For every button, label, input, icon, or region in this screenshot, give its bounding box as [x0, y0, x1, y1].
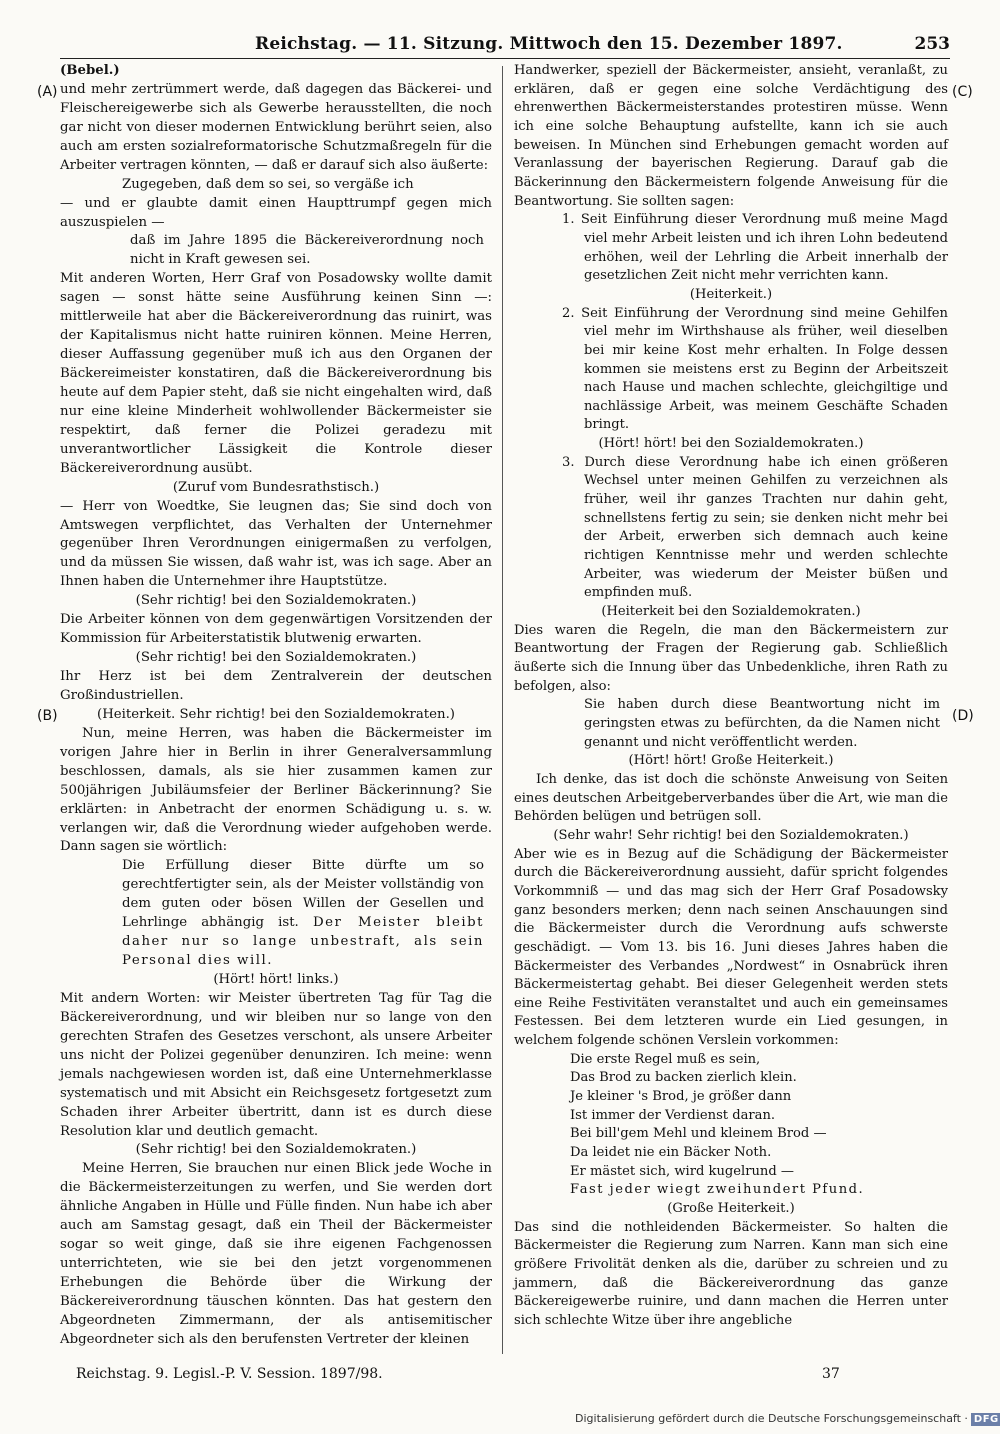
- paragraph: Nun, meine Herren, was haben die Bäckermeister im vorigen Jahre hier in Berlin in ihrer Generalversammlung beschlossen, damals, als sie hier zusammen kamen zur 500jährigen Jubiläumsfeier der Berliner Bäckerinnung? Sie erklärten: in Anbetracht der enormen Schädigung u. s. w. verlangen wir, daß die Verordnung wieder aufgehoben werde. Dann sagen sie wörtlich:: [60, 725, 492, 855]
- paragraph: Dies waren die Regeln, die man den Bäckermeistern zur Beantwortung der Fragen der Regierung gab. Schließlich äußerte sich die Innung über das Unbedenkliche, ihren Rath zu befolgen, also:: [514, 622, 948, 694]
- paragraph: Die Arbeiter können von dem gegenwärtigen Vorsitzenden der Kommission für Arbeiterstatistik blutwenig erwarten.: [60, 612, 492, 647]
- reaction: (Hört! hört! links.): [213, 972, 339, 987]
- poem-line: Je kleiner 's Brod, je größer dann: [570, 1089, 792, 1105]
- quote: Zugegeben, daß dem so sei, so vergäße ich: [122, 176, 414, 192]
- speaker-name: (Bebel.): [60, 63, 120, 78]
- paragraph: Ihr Herz ist bei dem Zentralverein der deutschen Großindustriellen.: [60, 669, 492, 703]
- page-header: [60, 34, 950, 59]
- sheet-number: 37: [822, 1366, 840, 1382]
- paragraph: Mit andern Worten: wir Meister übertreten Tag für Tag die Bäckereiverordnung, und wir bleiben nur so lange von den gerechten Strafen des Gesetzes verschont, als unsere Arbeiter uns nicht der Polizei gegenüber denunziren. Ich meine: wenn jemals nachgewiesen worden ist, daß eine Unternehmerklasse systematisch und mit Absicht ein Reichsgesetz fortgesetzt zum Schaden ihrer Arbeiter übertritt, dann ist es durch diese Resolution klar und deutlich gemacht.: [60, 990, 492, 1139]
- page-number: 253: [914, 34, 950, 54]
- right-column: [514, 62, 948, 1331]
- poem-line: Ist immer der Verdienst daran.: [570, 1107, 776, 1123]
- poem-line: Bei bill'gem Mehl und kleinem Brod —: [570, 1126, 827, 1142]
- list-item: 1. Seit Einführung dieser Verordnung muß meine Magd viel mehr Arbeit leisten und ich ihren Lohn bedeutend erhöhen, weil der Lehrling die Arbeit innerhalb der gesetzlichen Zeit nicht mehr verrichten kann.: [562, 212, 948, 284]
- poem-line: Die erste Regel muß es sein,: [570, 1051, 761, 1067]
- poem-line: Fast jeder wiegt zweihundert Pfund.: [570, 1182, 865, 1198]
- digitization-credit: [575, 1412, 1000, 1426]
- poem-line: Er mästet sich, wird kugelrund —: [570, 1163, 795, 1179]
- paragraph: Meine Herren, Sie brauchen nur einen Blick jede Woche in die Bäckermeisterzeitungen zu werfen, und Sie werden dort ähnliche Angaben in Hülle und Fülle finden. Nun habe ich aber auch am Samstag gesagt, daß ein Theil der Bäckermeister sogar so weit ginge, daß sie ihre eigenen Fachgenossen unterrichteten, wie sie bei den jetzt vorgenommenen Erhebungen die Behörde über die Wirkung der Bäckereiverordnung täuschen könnten. Das hat gestern den Abgeordneten Zimmermann, der als antisemitischer Abgeordneter sich als den berufensten Vertreter der kleinen: [60, 1161, 492, 1347]
- margin-marker-d: (D): [952, 708, 974, 724]
- reaction: (Sehr richtig! bei den Sozialdemokraten.): [135, 650, 417, 666]
- reaction: (Heiterkeit bei den Sozialdemokraten.): [601, 604, 861, 620]
- list-item: 3. Durch diese Verordnung habe ich einen größeren Wechsel unter meinen Gehilfen zu verzeichnen als früher, weil ihr ganzes Trachten nur dahin geht, schnellstens fertig zu sein; sie denken nicht mehr bei der Arbeit, erwerben sich demnach auch keine richtigen Kenntnisse mehr und werden schlechte Arbeiter, was wiederum der Meister büßen und empfinden muß.: [562, 454, 948, 601]
- paragraph: Ich denke, das ist doch die schönste Anweisung von Seiten eines deutschen Arbeitgeberverbandes über die Art, wie man die Behörden belügen und betrügen soll.: [514, 771, 948, 825]
- reaction: (Heiterkeit. Sehr richtig! bei den Sozialdemokraten.): [97, 706, 455, 722]
- paragraph: Mit anderen Worten, Herr Graf von Posadowsky wollte damit sagen — sonst hätte seine Ausführung keinen Sinn —: mittlerweile hat aber die Bäckereiverordnung das ruinirt, was der Kapitalismus nicht hatte ruiniren können. Meine Herren, dieser Auffassung gegenüber muß ich aus den Organen der Bäckereimeister konstatiren, daß die Bäckereiverordnung bis heute auf dem Papier steht, daß sie nicht eingehalten wird, daß nur eine kleine Minderheit wohlwollender Bäckermeister sie respektirt, daß ferner die Polizei geradezu mit unverantwortlicher Lässigkeit die Kontrole dieser Bäckereiverordnung ausübt.: [60, 271, 492, 476]
- paragraph: — Herr von Woedtke, Sie leugnen das; Sie sind doch von Amtswegen verpflichtet, das Verhalten der Unternehmer gegenüber Ihren Verordnungen einigermaßen zu verfolgen, und da müssen Sie wissen, daß wahr ist, was ich sage. Aber an Ihnen haben die Unternehmer ihre Hauptstütze.: [60, 498, 492, 590]
- header-title: Reichstag. — 11. Sitzung. Mittwoch den 15. Dezember 1897.: [255, 34, 843, 54]
- reaction: (Sehr wahr! Sehr richtig! bei den Sozialdemokraten.): [553, 827, 909, 843]
- reaction: (Zuruf vom Bundesrathstisch.): [172, 479, 380, 495]
- reaction: (Heiterkeit.): [689, 286, 773, 302]
- footer-signature: Reichstag. 9. Legisl.-P. V. Session. 1897/98.: [76, 1366, 383, 1382]
- column-divider: [502, 66, 503, 1354]
- margin-marker-a: (A): [37, 84, 58, 100]
- quote: daß im Jahre 1895 die Bäckereiverordnung noch nicht in Kraft gewesen sei.: [130, 233, 484, 268]
- credit-text: Digitalisierung gefördert durch die Deutsche Forschungsgemeinschaft ·: [575, 1412, 968, 1425]
- poem-line: Da leidet nie ein Bäcker Noth.: [570, 1145, 772, 1161]
- reaction: (Große Heiterkeit.): [667, 1201, 795, 1217]
- margin-marker-c: (C): [952, 84, 973, 100]
- reaction: (Hört! hört! bei den Sozialdemokraten.): [598, 436, 864, 452]
- reaction: (Sehr richtig! bei den Sozialdemokraten.): [135, 1142, 417, 1158]
- reaction: (Hört! hört! Große Heiterkeit.): [628, 753, 834, 769]
- dfg-logo: DFG: [971, 1413, 1000, 1426]
- quote: Sie haben durch diese Beantwortung nicht im geringsten etwas zu befürchten, da die Namen nicht genannt und nicht veröffentlicht werden.: [584, 697, 940, 750]
- quote-emphasis: Der Meister bleibt daher nur so lange unbestraft, als sein Personal dies will.: [122, 915, 484, 969]
- paragraph: — und er glaubte damit einen Haupttrumpf gegen mich auszuspielen —: [60, 195, 492, 230]
- left-column: [60, 62, 492, 1350]
- margin-marker-b: (B): [37, 708, 58, 724]
- quote-text: Die Erfüllung dieser Bitte dürfte um so gerechtfertigter sein, als der Meister vollständig von dem guten oder bösen Willen der Gesellen und Lehrlinge abhängig ist.: [122, 858, 484, 931]
- paragraph: Das sind die nothleidenden Bäckermeister. So halten die Bäckermeister die Regierung zum Narren. Kann man sich eine größere Frivolität denken als die, darüber zu schreien und zu jammern, daß die Bäckereiverordnung das ganze Bäckereigewerbe ruinire, und dann machen die Herren unter sich schlechte Witze über ihre angebliche: [514, 1219, 948, 1328]
- paragraph: Aber wie es in Bezug auf die Schädigung der Bäckermeister durch die Bäckereiverordnung aussieht, dafür spricht folgendes Vorkommniß — und das mag sich der Herr Graf Posadowsky ganz besonders merken; denn nach seinen Anschauungen sind die Bäckermeister durch die Verordnung aufs schwerste geschädigt. — Vom 13. bis 16. Juni dieses Jahres haben die Bäckermeister des Verbandes „Nordwest“ in Osnabrück ihren Bäckermeistertag gehabt. Bei dieser Gelegenheit werden stets eine Reihe Festivitäten veranstaltet und auch ein gemeinsames Festessen. Bei dem letzteren wurde ein Lied gesungen, in welchem folgende schönen Verslein vorkommen:: [514, 846, 948, 1049]
- paragraph: Handwerker, speziell der Bäckermeister, ansieht, veranlaßt, zu erklären, daß er gegen eine solche Verdächtigung des ehrenwerthen Bäckermeisterstandes protestiren müsse. Wenn ich eine solche Behauptung aufstellte, kann ich sie auch beweisen. In München sind Erhebungen gemacht worden auf Veranlassung der bayerischen Regierung. Darauf gab die Bäckerinnung den Bäckermeistern folgende Anweisung für die Beantwortung. Sie sollten sagen:: [514, 63, 948, 209]
- reaction: (Sehr richtig! bei den Sozialdemokraten.): [135, 593, 417, 609]
- quote: [60, 857, 492, 971]
- list-item: 2. Seit Einführung der Verordnung sind meine Gehilfen viel mehr im Wirthshause als früher, weil dieselben bei mir keine Kost mehr erhalten. In Folge dessen kommen sie meistens erst zu Beginn der Arbeitszeit nach Hause und machen schlechte, gleichgiltige und nachlässige Arbeit, was meinem Geschäfte Schaden bringt.: [562, 305, 948, 433]
- poem-line: Das Brod zu backen zierlich klein.: [570, 1070, 797, 1086]
- paragraph: und mehr zertrümmert werde, daß dagegen das Bäckerei- und Fleischereigewerbe sich als Gewerbe herausstellten, die noch gar nicht von dieser modernen Entwicklung berührt seien, also auch am ersten sozialreformatorische Schutzmaßregeln für die Arbeiter vertragen könnten, — daß er darauf sich also äußerte:: [60, 81, 492, 173]
